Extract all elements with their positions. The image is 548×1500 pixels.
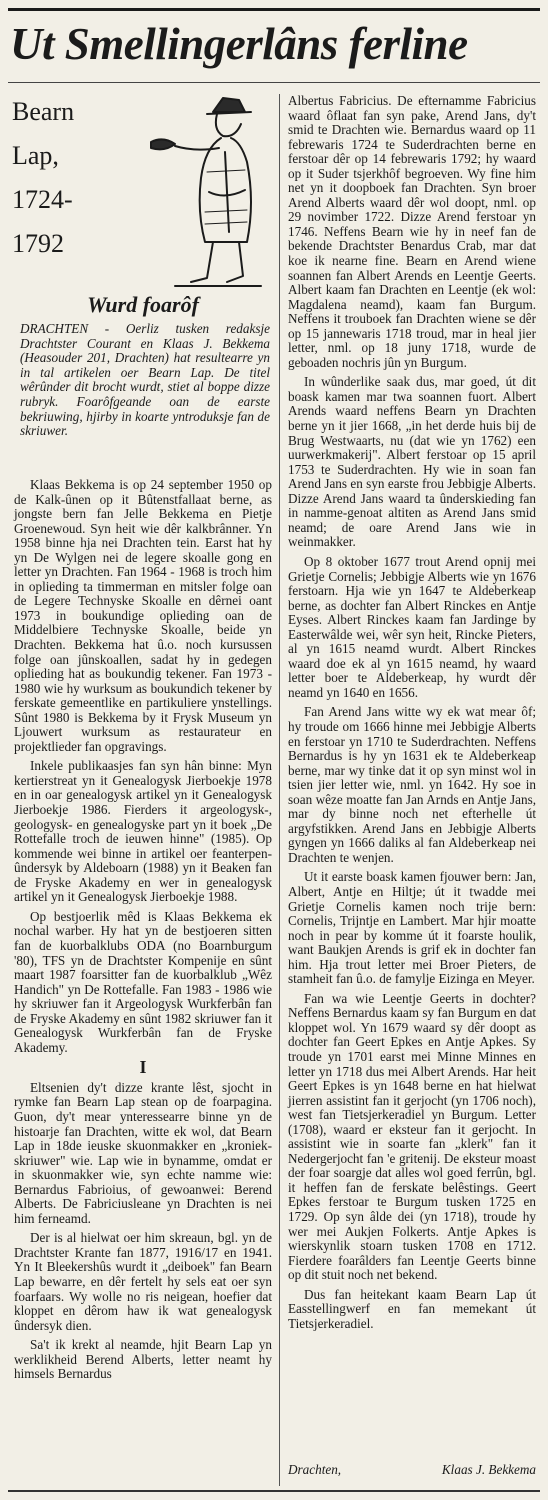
signature-place: Drachten, (288, 1462, 342, 1477)
left-paragraph: Sa't ik krekt al neamde, hjit Bearn Lap yn werklikheid Berend Alberts, letter neamt hy himsels Bernardus (14, 1337, 272, 1382)
shoemaker-illustration (135, 92, 271, 292)
masthead-rule (8, 82, 540, 83)
left-paragraph: Inkele publikaasjes fan syn hân binne: Myn kertierstreat yn it Genealogysk Jierboekje 1978 en in oar genealogysk artikel yn it Genealogysk Jierboekje 1986. Fierders it argeologysk-, geologysk- en genealogyske part yn it boek „De Rottefalle troch de ieuwen hinne" (1985). Op kommende wei binne in artikel oer feanterpen-ûndersyk by Aldeboarn (1988) yn it Beaken fan de Fryske Akademy en wer in genealogysk artikel yn it Genealogysk Jierboekje 1988. (14, 758, 272, 905)
left-paragraph: Der is al hielwat oer him skreaun, bgl. yn de Drachtster Krante fan 1877, 1916/17 en 1941. Yn It Bleekershûs wurdt it „deiboek" fan Bearn Lap bewarre, en dêr fertelt hy sels eat oer syn foarfaars. Wy wolle no ris neigean, hoefier dat kloppet en dêrom haw ik wat genealogysk ûndersyk dien. (14, 1230, 272, 1333)
right-column-body (288, 94, 536, 1336)
author-name-line1: Bearn (12, 97, 75, 126)
author-years-end: 1792 (12, 229, 64, 258)
top-rule (8, 8, 540, 11)
left-paragraph: Op bestjoerlik mêd is Klaas Bekkema ek nochal warber. Hy hat yn de bestjoeren sitten fan de kuorbalklubs ODA (no Boarnburgum '80), TFS yn de Drachtster Kompenije en sûnt maart 1987 foarsitter fan de kuorbalklub „Wêz Handich" yn De Rottefalle. Fan 1983 - 1986 wie hy skriuwer fan it Argeologysk Wurkferbân fan de Fryske Akademy en sûnt 1982 skriuwer fan it Genealogysk Wurkferbân fan de Fryske Akademy. (14, 908, 272, 1055)
bottom-rule (8, 1490, 540, 1492)
left-paragraph: Klaas Bekkema is op 24 september 1950 op de Kalk-ûnen op it Bûtenstfallaat berne, as jongste bern fan Jelle Bekkema en Pietje Groenewoud. Syn heit wie dêr kalkbrânner. Yn 1958 binne hja nei Drachten tein. Earst hat hy yn De Wylgen nei de legere skoalle gong en letter yn Drachten. Fan 1964 - 1968 is troch him in oplieding ta timmerman en mitsler folge oan de Legere Technyske Skoalle en dêrnei oant 1973 in boukundige oplieding oan de Middelbiere Technyske Skoalle, beide yn Drachten. Bekkema hat û.o. noch kursussen folge oan jûnskoallen, sadat hy in gedegen oplieding hat as boukundig tekener. Fan 1973 - 1980 wie hy wurksum as boukundich tekener by ferskate gemeentlike en partikuliere ynstellings. Sûnt 1980 is Bekkema by it Frysk Museum yn Ljouwert wurksum as restaurateur en projektlieder fan opgravings. (14, 477, 272, 754)
author-name-line2: Lap, (12, 141, 59, 170)
intro-paragraph: DRACHTEN - Oerliz tusken redaksje Drachtster Courant en Klaas J. Bekkema (Heasouder 201, Drachten) hat resultearre yn in tal artikelen oer Bearn Lap. De titel wêrûnder dit brocht wurdt, stiet al boppe dizze rubryk. Foarôfgeande oan de earste bekriuwing, hjirby in koarte yntroduksje fan de skriuwer. (20, 321, 270, 439)
right-paragraph: In wûnderlike saak dus, mar goed, út dit boask kamen mar twa soannen fuort. Albert Arends waard neffens Bearn yn Drachten berne yn it jier 1668, „in het derde huis bij de Brug Westwaarts, nu (dat wie yn 1762) een uurwerkmakerij". Albert ferstoar op 15 april 1753 te Suderdrachten. Hy wie in soan fan Arend Jans en syn earste frou Jebbigje Alberts. Dizze Arend Jans waard ta ûnderskieding fan in namme-genoat altiten as Arend Jans smid neamd; de oare Arend Jans wie in weinmakker. (288, 374, 536, 550)
article-subhead: Wurd foarôf (87, 292, 199, 317)
right-paragraph: Op 8 oktober 1677 trout Arend opnij mei Grietje Cornelis; Jebbigje Alberts wie yn 1676 ferstoarn. Hja wie yn 1647 te Aldeberkeap berne, as dochter fan Albert Rinckes en Antje Eyses. Albert Rinckes kaam fan Jardinge by Easterwâlde wei, wêr syn heit, Rincke Pieters, al yn 1615 neamd wurdt. Albert Rinckes waard doe ek al yn 1615 neamd, hy waard letter boer te Aldeberkeap, hy wurdt dêr neamd yn 1640 en 1656. (288, 553, 536, 700)
section-marker: I (139, 1057, 147, 1078)
signature-author: Klaas J. Bekkema (441, 1462, 536, 1477)
right-paragraph: Fan wa wie Leentje Geerts in dochter? Neffens Bernardus kaam sy fan Burgum en dat kloppet wol. Yn 1679 waard sy dêr doopt as dochter fan Geert Epkes en Antje Apkes. Sy troude yn 1701 earst mei Minne Minnes en letter yn 1718 dus mei Albert Arends. Har heit Geert Epkes is yn 1648 berne en hat hielwat jierren assistint fan it gerjocht (yn 1706 noch), west fan Tietsjerkeradiel yn Burgum. Letter (1708), waard er eksteur fan it gerjocht. In assistint wie in soarte fan „klerk" fan it Nedergerjocht fan 'e gritenij. De eksteur moast der foar soargje dat alles wol goed ferrûn, bgl. it heffen fan de ferskate belêstings. Geert Epkes ferstoar te Burgum tusken 1725 en 1729. Op syn âlde dei (yn 1718), troude hy wer mei Aukjen Folkerts. Antje Apkes is wierskynlik stoarn tusken 1708 en 1712. Fierdere foarâlders fan Leentje Geerts binne op dit stuit noch net bekend. (288, 990, 536, 1283)
right-paragraph: Albertus Fabricius. De efternamme Fabricius waard ôflaat fan syn pake, Arend Jans, dy't smid te Drachten wie. Bernardus waard op 11 febrewaris 1724 te Suderdrachten berne en ferstoar dêr op 14 febrewaris 1792; hy waard op it Suder tsjerkhôf begroeven. Wy fine him net yn it doopboek fan Drachten. Syn broer Arend Alberts waard dêr wol doopt, nml. op 29 novimber 1722. Dizze Arend ferstoar yn 1746. Neffens Bearn wie hy in neef fan de bekende Drachtster Benardus Crab, mar dat koe ik nearne fine. Bearn en Arend wiene soannen fan Albert Arends en Leentje Geerts. Albert kaam fan Drachten en Leentje (ek wol: Magdalena neamd), kaam fan Burgum. Neffens it trouboek fan Drachten wiene se dêr op 15 jannewaris 1718 troud, mar in heal jier letter, nml. op 18 juny 1718, wurde de geboaden nochris jûn yn Burgum. (288, 93, 536, 370)
left-paragraph: Eltsenien dy't dizze krante lêst, sjocht in rymke fan Bearn Lap stean op de foarpagina. Guon, dy't mear ynteressearre binne yn de histoarje fan Drachten, witte ek wol, dat Bearn Lap in 18de ieuske skuonmakker en „kroniek-skriuwer" wie. Lap wie in bynamme, omdat er in skuonmakker wie, syn echte namme wie: Bernardus Fabrioius, of gewoanwei: Berend Alberts. De Fabriciusleane yn Drachten is nei him ferneamd. (14, 1079, 272, 1226)
signature-line (288, 1462, 536, 1478)
right-paragraph: Fan Arend Jans witte wy ek wat mear ôf; hy troude om 1666 hinne mei Jebbigje Alberts en ferstoar yn 1710 te Suderdrachten. Neffens Bernardus is hy yn 1631 ek te Aldeberkeap berne, mar wy tinke dat it op syn minst wol in tsien jier letter wie, nml. yn 1642. Hy soe in soan wêze moatte fan Jan Arnds en Antje Jans, mar dy binne noch net efterhelle út argyfstikken. Arend Jans en Jebbigje Alberts gyngen yn 1666 daliks al fan Aldeberkeap nei Drachten te wenjen. (288, 704, 536, 865)
author-years-start: 1724- (12, 185, 73, 214)
right-paragraph: Dus fan heitekant kaam Bearn Lap út Easstellingwerf en fan memekant út Tietsjerkeradiel. (288, 1286, 536, 1331)
left-column-body (14, 478, 272, 1387)
right-paragraph: Ut it earste boask kamen fjouwer bern: Jan, Albert, Antje en Hiltje; út it twadde mei Grietje Cornelis kamen noch trije bern: Cornelis, Trijntje en Lambert. Mar hjir moatte noch in pear by komme út it foarste houlik, want Baukjen Arends is grif ek in dochter fan him. Hja trout letter mei Broer Pieters, de stamheit fan û.o. de famylje Eizinga en Meyer. (288, 869, 536, 987)
masthead-title: Ut Smellingerlâns ferline (10, 19, 468, 69)
column-divider (279, 94, 280, 1486)
